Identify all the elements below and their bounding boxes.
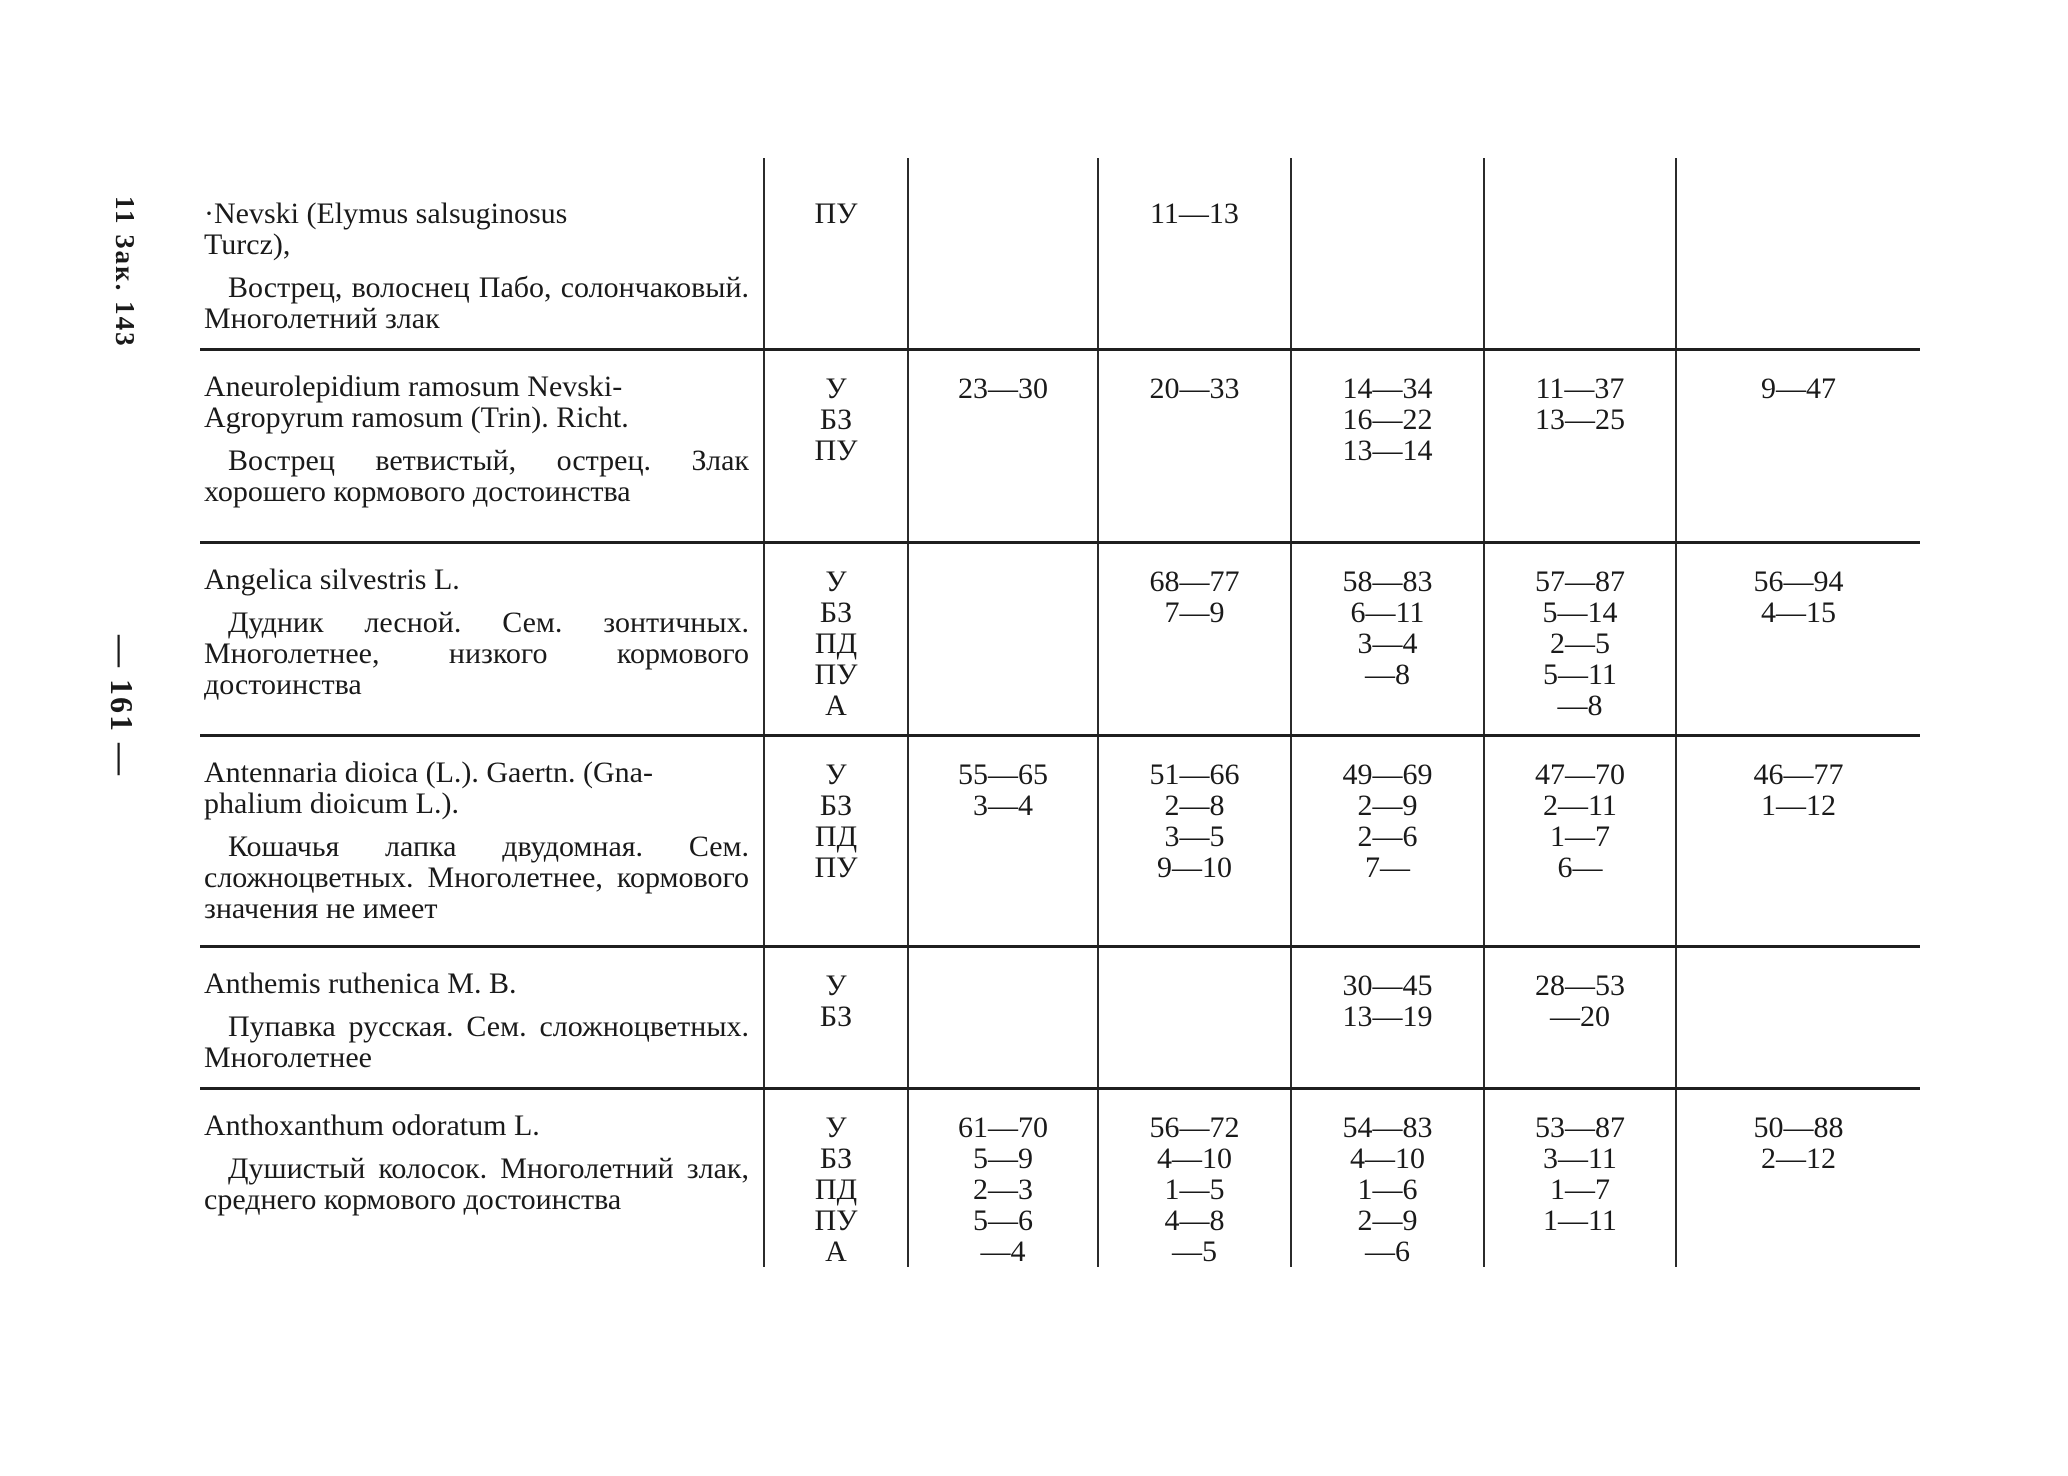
page-number: — 161 — xyxy=(104,635,140,777)
range-column-4: 47—70 2—11 1—7 6— xyxy=(1485,737,1677,945)
latin-name: Anthoxanthum odoratum L. xyxy=(204,1109,540,1142)
volume-note: 11 Зак. 143 xyxy=(110,196,140,348)
range-column-2: 51—66 2—8 3—5 9—10 xyxy=(1099,737,1292,945)
indicator-codes: ПУ xyxy=(765,158,909,348)
range-column-5 xyxy=(1677,158,1920,348)
range-column-2: 68—77 7—9 xyxy=(1099,544,1292,734)
range-column-2 xyxy=(1099,948,1292,1087)
indicator-codes: У БЗ ПД ПУ А xyxy=(765,544,909,734)
range-column-1 xyxy=(909,544,1099,734)
table-row xyxy=(200,1090,1920,1267)
latin-name: Angelica silvestris L. xyxy=(204,563,460,596)
species-description: Дудник лесной. Сем. зонтичных. Многолетнее, низкого кормового достоинства xyxy=(204,606,749,701)
latin-name: Aneurolepidium ramosum Nevski- Agropyrum ramosum (Trin). Richt. xyxy=(204,370,629,434)
species-description: Душистый колосок. Многолетний злак, среднего кормового достоинства xyxy=(204,1152,749,1216)
range-column-4: 28—53 —20 xyxy=(1485,948,1677,1087)
range-column-3 xyxy=(1292,158,1485,348)
species-description: Пупавка русская. Сем. сложноцветных. Многолетнее xyxy=(204,1010,749,1074)
table-row xyxy=(200,158,1920,351)
range-column-4: 53—87 3—11 1—7 1—11 xyxy=(1485,1090,1677,1267)
latin-name: ·Nevski (Elymus salsuginosus Turcz), xyxy=(204,197,568,261)
range-column-3: 49—69 2—9 2—6 7— xyxy=(1292,737,1485,945)
species-name-cell xyxy=(200,544,765,734)
species-name-cell xyxy=(200,737,765,945)
latin-name: Anthemis ruthenica M. B. xyxy=(204,967,517,1000)
table-row xyxy=(200,948,1920,1090)
species-name-cell xyxy=(200,158,765,348)
table-row xyxy=(200,544,1920,737)
range-column-4: 11—37 13—25 xyxy=(1485,351,1677,541)
range-column-1: 23—30 xyxy=(909,351,1099,541)
range-column-1: 61—70 5—9 2—3 5—6 —4 xyxy=(909,1090,1099,1267)
range-column-3: 54—83 4—10 1—6 2—9 —6 xyxy=(1292,1090,1485,1267)
range-column-1: 55—65 3—4 xyxy=(909,737,1099,945)
indicator-codes: У БЗ ПД ПУ А xyxy=(765,1090,909,1267)
range-column-5: 9—47 xyxy=(1761,372,1836,405)
table-row xyxy=(200,737,1920,948)
table-row xyxy=(200,351,1920,544)
species-table xyxy=(200,158,1920,1267)
range-column-5: 46—77 1—12 xyxy=(1753,758,1844,822)
range-column-5 xyxy=(1677,948,1920,1087)
indicator-codes: У БЗ xyxy=(765,948,909,1087)
range-column-5: 50—88 2—12 xyxy=(1753,1111,1844,1175)
range-column-3: 58—83 6—11 3—4 —8 xyxy=(1292,544,1485,734)
range-column-2: 20—33 xyxy=(1099,351,1292,541)
range-column-2: 11—13 xyxy=(1099,158,1292,348)
indicator-codes: У БЗ ПД ПУ xyxy=(765,737,909,945)
range-column-1 xyxy=(909,948,1099,1087)
species-description: Кошачья лапка двудомная. Сем. сложноцветных. Многолетнее, кормового значения не имеет xyxy=(204,830,749,925)
range-column-2: 56—72 4—10 1—5 4—8 —5 xyxy=(1099,1090,1292,1267)
species-name-cell xyxy=(200,1090,765,1267)
range-column-1 xyxy=(909,158,1099,348)
range-column-3: 14—34 16—22 13—14 xyxy=(1292,351,1485,541)
range-column-3: 30—45 13—19 xyxy=(1292,948,1485,1087)
range-column-4: 57—87 5—14 2—5 5—11 —8 xyxy=(1485,544,1677,734)
species-name-cell xyxy=(200,351,765,541)
indicator-codes: У БЗ ПУ xyxy=(765,351,909,541)
species-name-cell xyxy=(200,948,765,1087)
species-description: Вострец ветвистый, острец. Злак хорошего кормового достоинства xyxy=(204,444,749,508)
range-column-5: 56—94 4—15 xyxy=(1753,565,1844,629)
latin-name: Antennaria dioica (L.). Gaertn. (Gna- phalium dioicum L.). xyxy=(204,756,653,820)
species-description: Вострец, волоснец Пабо, солончаковый. Многолетний злак xyxy=(204,271,749,335)
range-column-4 xyxy=(1485,158,1677,348)
